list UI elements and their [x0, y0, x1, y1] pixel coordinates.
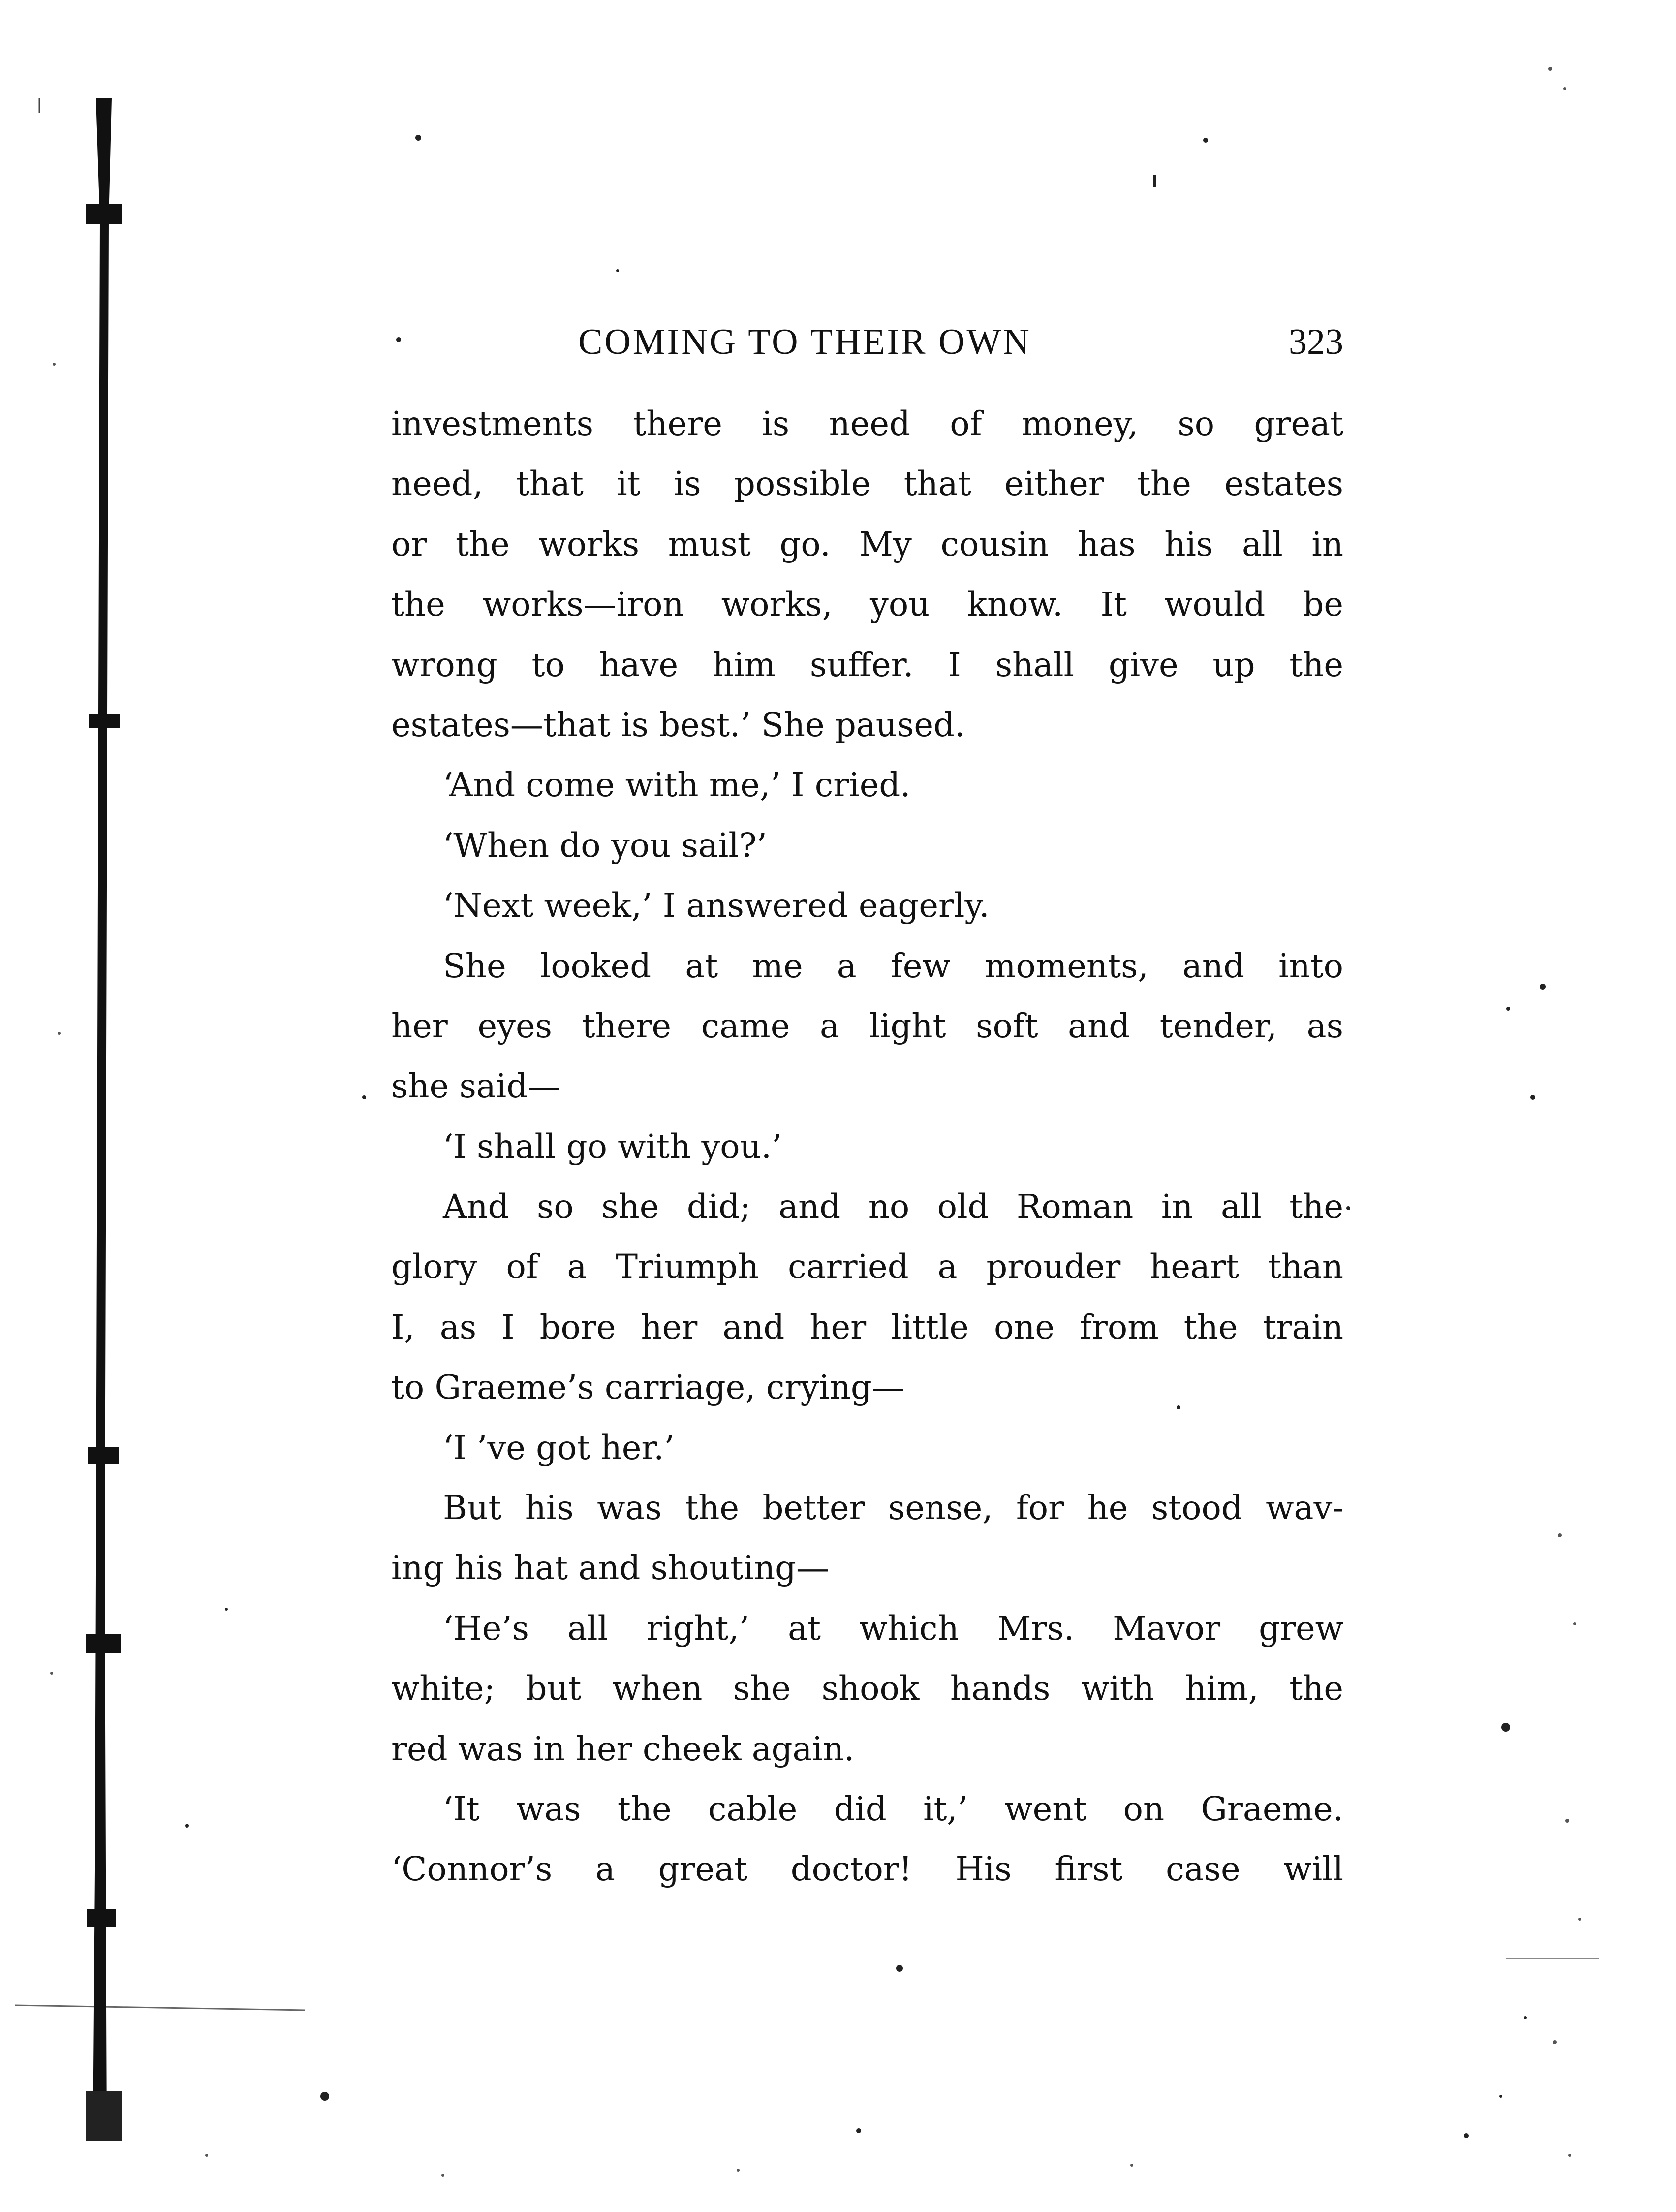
binding-spine: [86, 98, 122, 2141]
running-title: COMING TO THEIR OWN: [578, 322, 1031, 362]
text-line: ‘It was the cable did it,’ went on Graeme.: [443, 1789, 1343, 1828]
running-head: [391, 315, 1343, 369]
body-text: [391, 394, 1343, 1900]
text-line: ing his hat and shouting—: [391, 1549, 830, 1588]
text-line: But his was the better sense, for he stood wav-: [443, 1489, 1343, 1527]
text-line: ‘Connor’s a great doctor! His first case will: [391, 1850, 1343, 1889]
text-line: estates—that is best.’ She paused.: [391, 705, 965, 744]
text-line: I, as I bore her and her little one from the train: [391, 1308, 1343, 1346]
text-line: ‘And come with me,’ I cried.: [443, 766, 911, 805]
text-line: white; but when she shook hands with him, the: [391, 1669, 1343, 1708]
text-line: ‘When do you sail?’: [443, 826, 767, 865]
text-line: glory of a Triumph carried a prouder heart than: [391, 1247, 1343, 1286]
text-line: need, that it is possible that either the estates: [391, 465, 1343, 503]
text-line: to Graeme’s carriage, crying—: [391, 1368, 905, 1407]
text-line: ‘Next week,’ I answered eagerly.: [443, 886, 990, 925]
text-line: ‘I shall go with you.’: [443, 1127, 782, 1166]
text-line: the works—iron works, you know. It would be: [391, 585, 1343, 624]
text-line: she said—: [391, 1067, 561, 1106]
page-number: 323: [1289, 322, 1343, 362]
text-line: red was in her cheek again.: [391, 1729, 855, 1768]
text-line: or the works must go. My cousin has his all in: [391, 525, 1343, 563]
text-line: investments there is need of money, so great: [391, 405, 1343, 443]
text-line: ‘I ’ve got her.’: [443, 1428, 675, 1467]
text-line: her eyes there came a light soft and tender, as: [391, 1006, 1343, 1045]
text-line: She looked at me a few moments, and into: [443, 946, 1343, 985]
text-line: ‘He’s all right,’ at which Mrs. Mavor grew: [443, 1609, 1343, 1648]
text-line: wrong to have him suffer. I shall give up the: [391, 645, 1343, 684]
text-line: And so she did; and no old Roman in all the: [443, 1187, 1343, 1226]
